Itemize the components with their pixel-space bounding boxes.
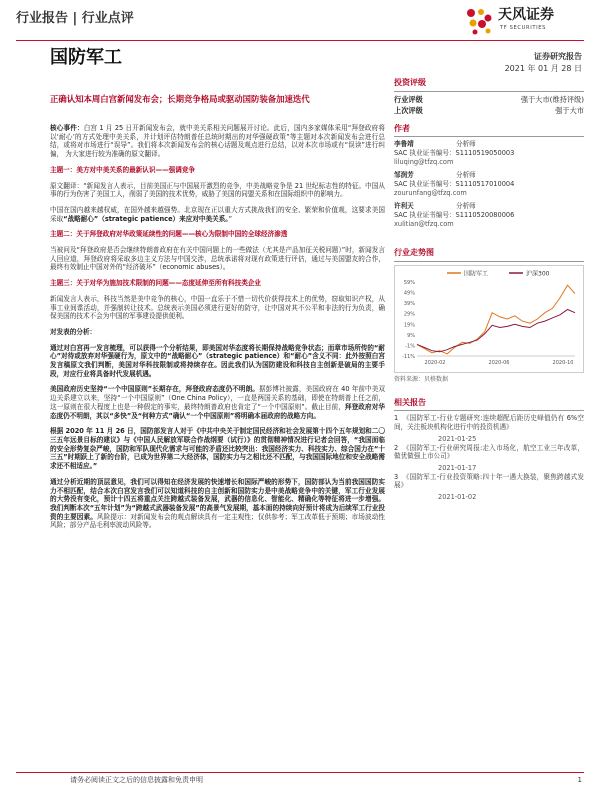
y-tick-label: 29% [403, 311, 415, 318]
analyst-cert: SAC 执业证书编号：S1110520080006 [394, 211, 515, 220]
y-tick-label: 19% [403, 322, 415, 329]
analysis-paragraph-3: 根据 2020 年 11 月 26 日，国防部发言人对于《中共中央关于制定国民经济和社会发展第十四个五年规划和二〇三五年远景目标的建议》与《中国人民解放军联合作战纲要（试行）》的贯彻精神情况进行记者会回答，“我国面临的安全形势复杂严峻，国防和军队现代化需求与可能的矛盾还比较突出：我国经济实力、科技实力、综合国力在“十三五”时期跃上了新的台阶，已成为世界第二大经济体，国防实力与之相比还不匹配，与我国国际地位和安全战略需求还不相适应。” [50, 427, 385, 471]
analysis-2-text: 据彭博社披露，美国政府在 40 年前中美双边关系建立以来，坚持“一个中国原则”（One China Policy），一直是两国关系的基础，即使在特朗普上任之前，这一原则在很大程度上也是一种假定的事实，最终特朗普政府也肯定了“一个中国原则”。截止目前， [50, 385, 385, 411]
rating-row [394, 106, 584, 116]
trend-chart-svg [395, 266, 583, 372]
core-event-text: 白宫 1 月 25 日开新闻发布会，就中美关系相关问题展开讨论。此后，国内多家媒体采用“拜登政府将以‘耐心’的方式处理中美关系，并计划评估特朗普任总统时期出的对华强硬政策”等主题对本次新闻发布会进行总结，或将对市场进行“误导”。我们将本次新闻发布会的核心话题及观点进行总结，以对本次市场或有“误读”进行纠偏， 为大家进行较为准确的原文翻译。 [50, 124, 385, 159]
trend-chart [394, 265, 584, 373]
related-no: 2 [394, 443, 399, 452]
authors-title: 作者 [394, 124, 584, 138]
analyst-email[interactable]: zourunfang@tfzq.com [394, 188, 467, 197]
topic-1-paragraph-1: 原文翻译：“新闻发言人表示，目前美国正与中国展开激烈的竞争，中美战略竞争是 21 世纪标志性的特征。中国从事的行为伤害了美国工人，削弱了美国的技术优势，威胁了美国的同盟关系和在国际组织中的影响力。 [50, 181, 385, 199]
analyst-name: 许利天 [394, 202, 414, 211]
topic-2-heading: 主题二：关于拜登政府对华政策延续性的问题——核心为限制中国的全球经济渗透 [50, 230, 288, 239]
rating-key: 行业评级 [394, 94, 423, 104]
x-tick-label: 2020-06 [488, 359, 510, 366]
analyst-email[interactable]: xulitian@tfzq.com [394, 219, 454, 228]
related-report-title[interactable]: 《国防军工-行业研究周报:走入市场化，航空工业三年改革，做优做强上市公司》 [394, 443, 584, 461]
legend-label: 沪深300 [526, 270, 550, 278]
analyst-role: 分析师 [456, 171, 476, 180]
y-tick-label: 9% [407, 332, 415, 339]
analysis-4-bold: 通过分析近期的顶层意见，我们可以得知在经济发展的快速增长和国际严峻的形势下，国防部认为当前我国国防实力不相匹配，结合本次白宫发言我们可以知道科技的自主创新和国防实力是中美战略竞争中的关键，军工行业发展的大势没有变化，预计十四五将重点关注跨越式装备发展，武器的信息化、智能化、精确化等特征将进一步增强。我们判断本次“五年计划”为“跨越式武器装备发展”的高景气发展期，基本面的持续向好预计将成为后续军工行业投资的主要因素。 [50, 477, 385, 521]
related-report[interactable] [394, 444, 584, 461]
logo-cn-text: 天风证券 [498, 7, 554, 23]
y-tick-label: -11% [402, 353, 415, 360]
topic-2-paragraph: 当被问及“拜登政府是否会继续特朗普政府在有关中国问题上的一些做法（尤其是产品加征关税问题）”时，新闻发言人回应道，拜登政府将采取多边主义方法与中国交涉，总统承诺将对现有政策进行评估，通过与美国盟友的合作，最终有效制止中国对外的“经济破坏”（economic abuses）。 [50, 246, 385, 272]
analyst-name: 李鲁靖 [394, 140, 414, 149]
footer-divider [16, 772, 584, 773]
topic-3-heading: 主题三：关于对华为施加技术限制的问题——态度延伸至所有科技类企业 [50, 279, 261, 288]
report-category: 行业报告 | 行业点评 [16, 11, 134, 26]
logo-mark-icon [464, 6, 494, 36]
related-report[interactable] [394, 414, 584, 431]
analysis-paragraph-1: 通过对白宫再一发言梳理，可以获得一个分析结果，即美国对华态度将长期保持战略竞争状态；而章市场所传的“耐心”对待或放弃对华强硬行为，原文中的“战略耐心”（strategic patience）和“耐心”含义不同：此外按照白宫发言稿原文我们判断，美国对华科技限制或将持续存在。因此我们认为国防建设和科技自主创新是破局的主要手段，对应行业将具备时代发展机遇。 [50, 343, 385, 378]
analysis-2-bold-end: 拜登政府对华态度仍不明朗，其以“多快”及“何种方式”确认“一个中国原则”将明确本届政府的战略方向。 [50, 402, 385, 420]
topic-1-heading: 主题一：美方对中美关系的最新认识——强调竞争 [50, 165, 196, 174]
related-date: 2021-01-25 [438, 434, 477, 443]
x-tick-label: 2020-10 [552, 359, 574, 366]
series-line-defense [417, 285, 575, 354]
core-event-label: 核心事件： [50, 124, 84, 132]
topic-3-paragraph: 新闻发言人表示，科技当然是美中竞争的核心，中国一直乐于不惜一切代价获得技术上的优势，窃取知识产权，从事工业间谍活动，并强制转让技术。总统表示美国必须进行更好的防守，让中国对其不公平和非法的行为负责，确保美国的技术不会为中国的军事建设提供便利。 [50, 294, 385, 321]
analyst-card [394, 171, 584, 197]
sector-title: 国防军工 [50, 47, 122, 68]
related-date: 2021-01-17 [438, 463, 477, 472]
topic-1-text: 中国在国内越来越权威，在国外越来越强势。北京现在正以重大方式挑战我们的安全、繁荣和价值观，这要求美国采取 [50, 205, 385, 223]
core-event-paragraph [50, 124, 385, 159]
y-tick-label: 49% [403, 290, 415, 297]
main-body [50, 124, 385, 537]
series-line-csi300 [417, 309, 575, 351]
topic-1-tail: ” [228, 214, 233, 223]
footer-disclaimer: 请务必阅读正文之后的信息披露和免责申明 [70, 776, 203, 784]
report-headline: 正确认知本周白宫新闻发布会；长期竞争格局或驱动国防装备加速迭代 [50, 94, 310, 104]
rating-value: 强于大市(维持评级) [520, 94, 584, 104]
analyst-role: 分析师 [456, 140, 476, 149]
chart-source: 资料来源：贝格数据 [394, 375, 449, 383]
analysis-2-bold: 美国政府历史坚持“一个中国原则”长期存在，拜登政府态度仍不明朗。 [50, 385, 259, 394]
rating-value: 强于大市 [555, 106, 584, 116]
rating-key: 上次评级 [394, 106, 423, 116]
logo-en-text: TF SECURITIES [500, 25, 546, 31]
related-no: 1 [394, 414, 399, 423]
analyst-card [394, 202, 584, 228]
analysis-heading: 对发表的分析： [50, 327, 97, 336]
related-no: 3 [394, 472, 399, 481]
analysis-paragraph-4 [50, 478, 385, 530]
y-tick-label: 59% [403, 279, 415, 286]
doc-date: 2021 年 01 月 28 日 [504, 64, 582, 73]
trend-title: 行业走势图 [394, 248, 584, 262]
rating-row [394, 95, 584, 105]
related-report-title[interactable]: 《国防军工-行业专题研究:连续超配后距历史峰值仍有 6%空间，关注板块机构化进行中的投资机遇》 [394, 414, 584, 432]
analyst-email[interactable]: liluqing@tfzq.com [394, 157, 454, 166]
legend-label: 国防军工 [464, 270, 489, 278]
related-report[interactable] [394, 473, 584, 490]
analyst-cert: SAC 执业证书编号：S1110519050003 [394, 148, 515, 157]
header-divider [16, 40, 584, 41]
analyst-card [394, 140, 584, 166]
page-number: 1 [577, 776, 582, 784]
analysis-paragraph-2 [50, 385, 385, 420]
analyst-name: 邹润芳 [394, 171, 414, 180]
y-tick-label: -1% [405, 343, 415, 350]
risk-warning-text: 风险提示：对新闻发布会的观点解读具有一定主观性；仅供参考；军工改革低于预期；市场波动性风险；部分产品毛利率波动风险等。 [50, 512, 386, 530]
analyst-cert: SAC 执业证书编号：S1110517010004 [394, 179, 515, 188]
analyst-role: 分析师 [456, 202, 476, 211]
rating-title: 投资评级 [394, 78, 584, 92]
tf-securities-logo [464, 4, 584, 38]
topic-1-paragraph-2 [50, 206, 385, 223]
x-tick-label: 2020-02 [424, 359, 446, 366]
y-tick-label: 39% [403, 301, 415, 308]
topic-1-bold: “战略耐心”（strategic patience）来应对中美关系。 [63, 214, 229, 223]
doc-type: 证券研究报告 [534, 52, 582, 61]
related-report-title[interactable]: 《国防军工-行业投资策略:四十年一遇大换装，聚焦跨越式发展》 [394, 472, 584, 490]
related-date: 2021-01-02 [438, 493, 477, 502]
sidebar [394, 78, 584, 502]
related-title: 相关报告 [394, 398, 584, 412]
